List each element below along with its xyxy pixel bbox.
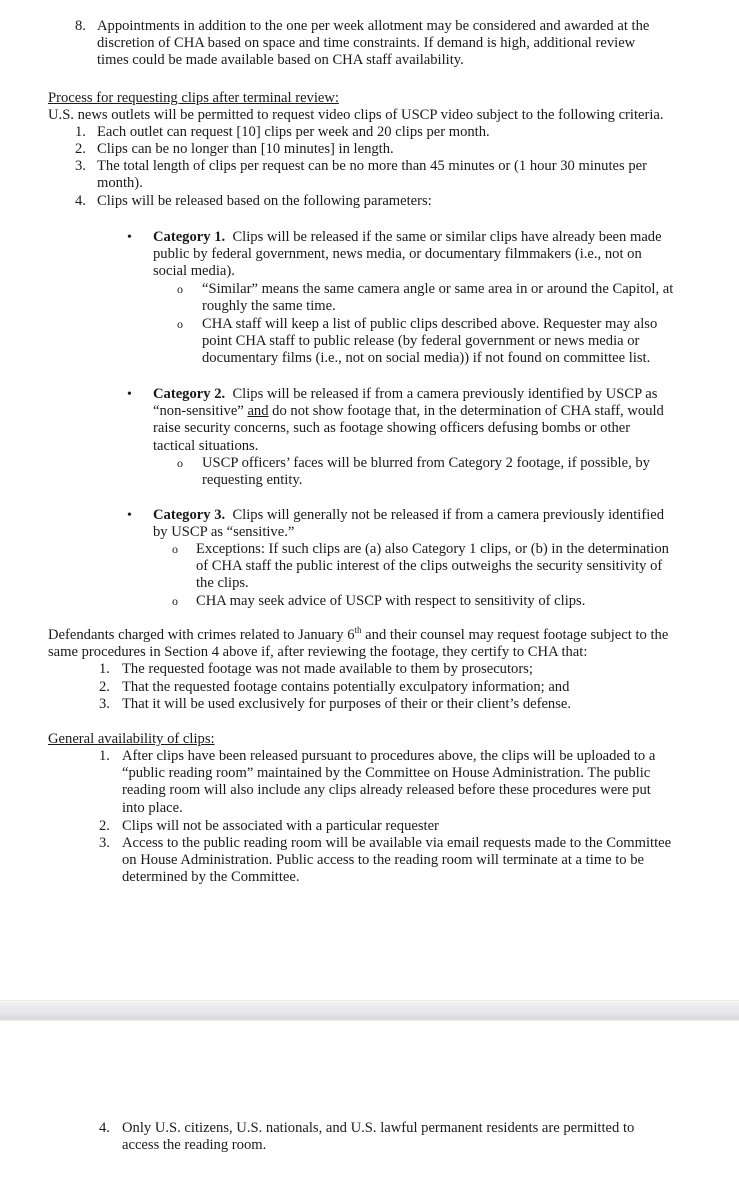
category-1 [127,229,707,281]
list-text-line: reading room will also include any clips already released before these procedures were put [122,782,651,799]
list-text-line: determined by the Committee. [122,869,300,886]
list-text-line: Clips can be no longer than [10 minutes] in length. [97,141,394,157]
list-number: 8. [75,18,86,34]
defendant-item-3 [99,696,699,713]
list-number: 1. [99,661,110,677]
list-item-8 [75,18,715,70]
list-text-line: Each outlet can request [10] clips per week and 20 clips per month. [97,124,490,140]
paragraph-text: Defendants charged with crimes related to January 6 [48,627,355,643]
category-text: Clips will generally not be released if from a camera previously identified [225,507,665,523]
list-text-line: on House Administration. Public access to the reading room will terminate at a time to be [122,852,645,869]
category-2-subitem-1 [177,455,697,489]
list-number: 2. [75,141,86,157]
paragraph-text: and their counsel may request footage subject to the [361,627,669,643]
category-1-subitem-2 [177,316,697,368]
category-text: Clips will be released if from a camera previously identified by USCP as [225,386,658,402]
list-number: 3. [99,696,110,712]
subitem-text-line: of CHA staff the public interest of the clips outweighs the security sensitivity of [196,558,663,575]
list-number: 3. [99,835,110,851]
defendants-paragraph-line-1 [48,627,668,644]
category-text: Clips will be released if the same or similar clips have already been made [225,229,662,245]
category-label: Category 1. [153,229,226,245]
list-text-line: The total length of clips per request can be no more than 45 minutes or (1 hour 30 minutes per [97,158,647,174]
list-number: 1. [99,748,110,764]
category-2 [127,386,707,455]
list-text-line: Appointments in addition to the one per week allotment may be considered and awarded at the [97,18,650,34]
category-text-line: social media). [153,263,235,280]
circle-bullet-icon: o [177,317,183,331]
subitem-text-line: Exceptions: If such clips are (a) also Category 1 clips, or (b) in the determination [196,541,669,557]
circle-bullet-icon: o [177,456,183,470]
defendant-item-1 [99,661,699,678]
section-intro: U.S. news outlets will be permitted to request video clips of USCP video subject to the following criteria. [48,107,664,123]
list-number: 2. [99,679,110,695]
subitem-text-line: USCP officers’ faces will be blurred from Category 2 footage, if possible, by [202,455,650,471]
section-heading-availability: General availability of clips: [48,731,215,747]
section-heading-process: Process for requesting clips after terminal review: [48,90,339,106]
category-label: Category 2. [153,386,226,402]
list-text-line: Access to the public reading room will be available via email requests made to the Committee [122,835,672,851]
subitem-text-line: requesting entity. [202,472,303,489]
list-number: 1. [75,124,86,140]
criteria-item-3 [75,158,715,192]
circle-bullet-icon: o [172,542,178,556]
emphasis-and: and [247,403,269,420]
circle-bullet-icon: o [172,594,178,608]
subitem-text-line: CHA may seek advice of USCP with respect to sensitivity of clips. [196,593,586,609]
category-1-subitem-1 [177,281,697,315]
category-3 [127,507,707,541]
subitem-text-line: CHA staff will keep a list of public clips described above. Requester may also [202,316,658,332]
criteria-item-2 [75,141,715,158]
category-label: Category 3. [153,507,226,523]
category-text-line: public by federal government, news media, or documentary filmmakers (i.e., not on [153,246,642,263]
list-number: 4. [75,193,86,209]
bullet-icon: • [127,387,132,402]
category-text-line: raise security concerns, such as footage showing officers defusing bombs or other [153,420,631,437]
page-break-divider [0,1000,739,1021]
list-text-line: times could be made available based on CHA staff availability. [97,52,464,69]
list-number: 4. [99,1120,110,1136]
subitem-text-line: documentary films (i.e., not on social media)) if not found on committee list. [202,350,651,367]
list-text-line: into place. [122,799,183,816]
list-text-line: “public reading room” maintained by the Committee on House Administration. The public [122,765,651,782]
bullet-icon: • [127,508,132,523]
list-text-line: The requested footage was not made available to them by prosecutors; [122,661,533,677]
subitem-text-line: the clips. [196,575,249,592]
category-text: “non-sensitive” [153,403,248,420]
subitem-text-line: “Similar” means the same camera angle or same area in or around the Capitol, at [202,281,674,297]
list-text-line: That the requested footage contains potentially exculpatory information; and [122,679,570,695]
list-text-line: That it will be used exclusively for purposes of their or their client’s defense. [122,696,572,712]
list-text-line: After clips have been released pursuant to procedures above, the clips will be uploaded to a [122,748,656,764]
list-text-line: access the reading room. [122,1137,267,1154]
criteria-item-1 [75,124,715,141]
availability-item-2 [99,818,699,835]
list-text-line: discretion of CHA based on space and time constraints. If demand is high, additional review [97,35,636,52]
category-text-line: by USCP as “sensitive.” [153,524,295,541]
defendant-item-2 [99,679,699,696]
defendants-paragraph-line-2: same procedures in Section 4 above if, after reviewing the footage, they certify to CHA that: [48,644,588,660]
availability-item-1 [99,748,699,817]
circle-bullet-icon: o [177,282,183,296]
list-text-line: Only U.S. citizens, U.S. nationals, and U.S. lawful permanent residents are permitted to [122,1120,635,1136]
list-text-line: month). [97,175,143,192]
availability-item-3 [99,835,699,887]
criteria-item-4 [75,193,715,210]
superscript-th: th [354,625,362,636]
subitem-text-line: roughly the same time. [202,298,336,315]
subitem-text-line: point CHA staff to public release (by federal government or news media or [202,333,640,350]
list-number: 2. [99,818,110,834]
list-text-line: Clips will not be associated with a particular requester [122,818,439,834]
category-3-subitem-2 [172,593,702,610]
list-text-line: Clips will be released based on the following parameters: [97,193,432,209]
availability-item-4 [99,1120,699,1154]
list-number: 3. [75,158,86,174]
category-3-subitem-1 [172,541,702,593]
category-text-line: tactical situations. [153,437,259,454]
category-text: do not show footage that, in the determination of CHA staff, would [268,403,664,420]
bullet-icon: • [127,230,132,245]
